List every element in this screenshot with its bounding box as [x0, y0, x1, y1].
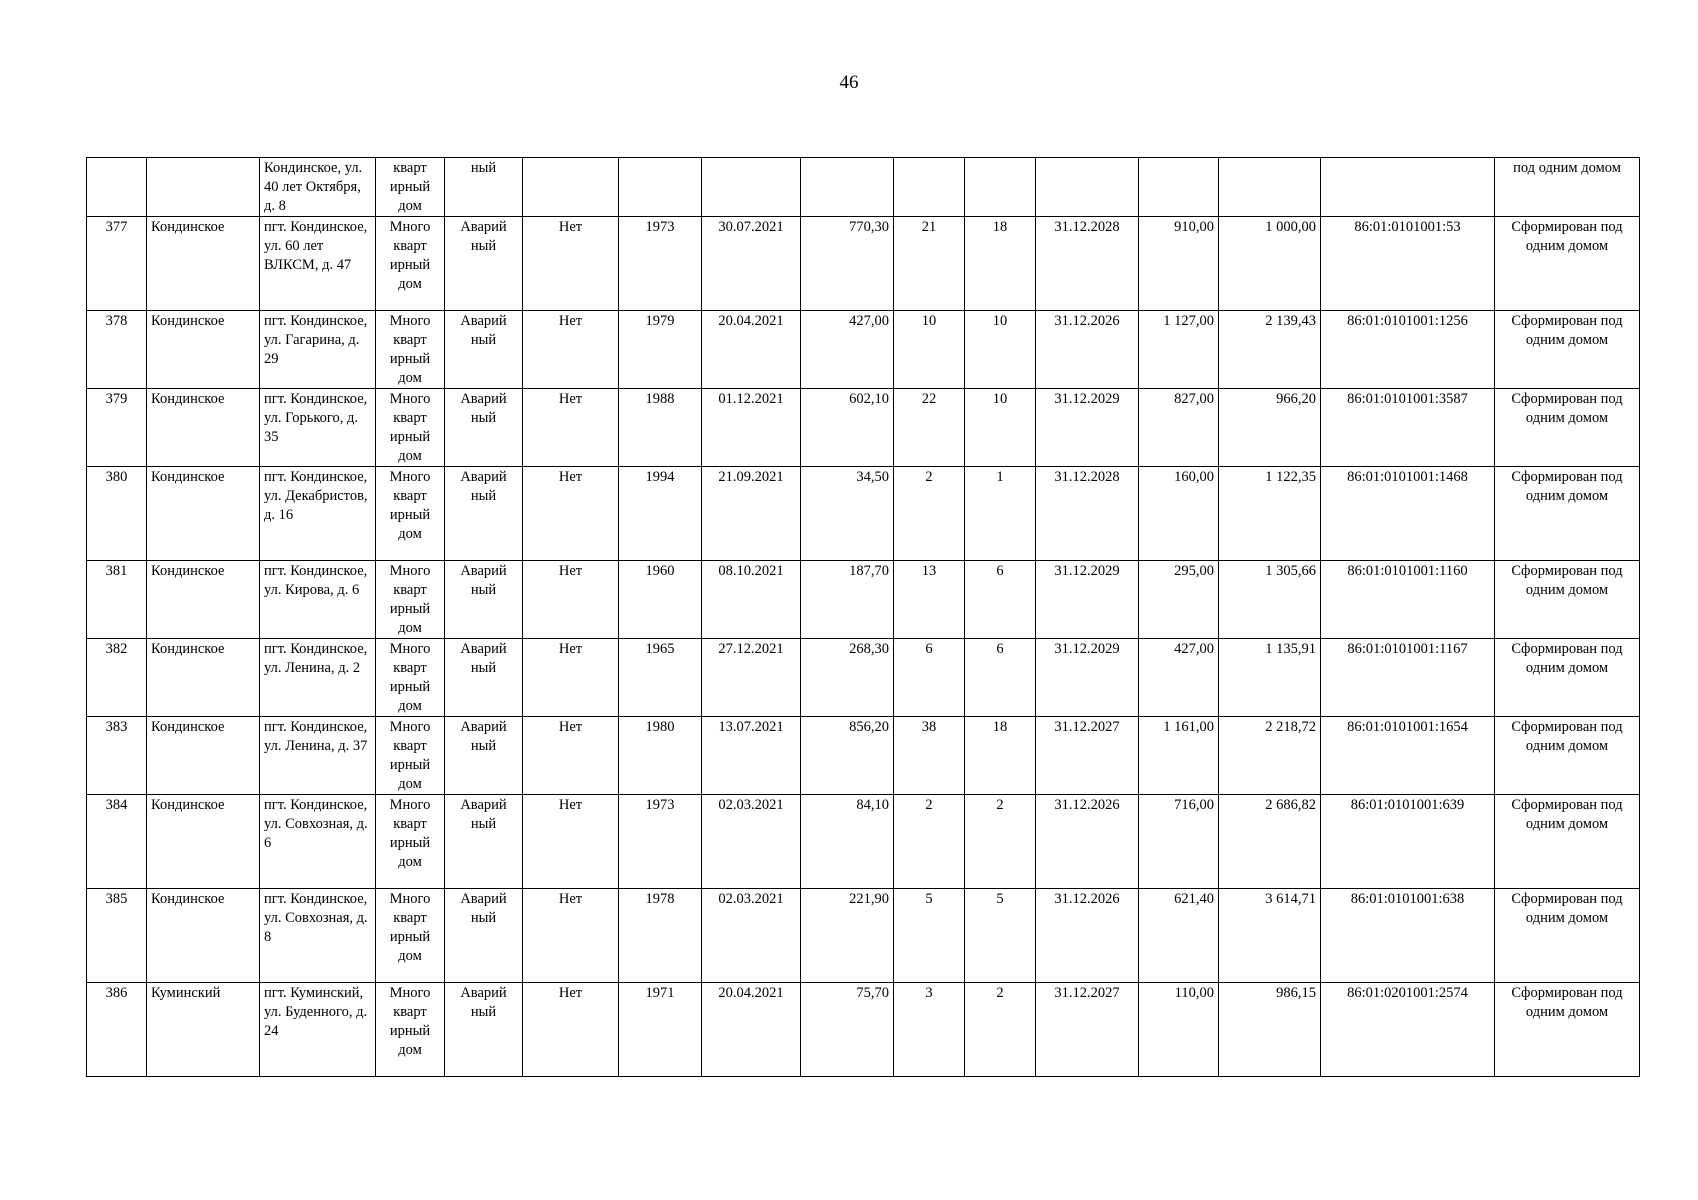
- table-row: [87, 561, 1640, 639]
- cell-apts: 6: [965, 561, 1036, 639]
- cell-flag: Нет: [523, 217, 619, 311]
- cell-apts: 10: [965, 311, 1036, 389]
- cell-cost1: [1139, 158, 1219, 217]
- cell-cadastral: 86:01:0201001:2574: [1321, 983, 1495, 1077]
- cell-land-status: Сформирован под одним домом: [1495, 717, 1640, 795]
- cell-type: Много кварт ирный дом: [376, 717, 445, 795]
- cell-total: [801, 158, 894, 217]
- cell-cost1: 295,00: [1139, 561, 1219, 639]
- cell-cadastral: [1321, 158, 1495, 217]
- cell-deadline: 31.12.2029: [1036, 639, 1139, 717]
- cell-cost1: 910,00: [1139, 217, 1219, 311]
- cell-num: 378: [87, 311, 147, 389]
- cell-mo: Кондинское: [147, 389, 260, 467]
- cell-apts: 6: [965, 639, 1036, 717]
- cell-cost2: 2 218,72: [1219, 717, 1321, 795]
- cell-num: 385: [87, 889, 147, 983]
- page-number: 46: [839, 72, 859, 93]
- cell-land-status: Сформирован под одним домом: [1495, 217, 1640, 311]
- cell-mo: Кондинское: [147, 639, 260, 717]
- cell-num: 381: [87, 561, 147, 639]
- cell-cadastral: 86:01:0101001:53: [1321, 217, 1495, 311]
- cell-people: 2: [894, 467, 965, 561]
- cell-cadastral: 86:01:0101001:1167: [1321, 639, 1495, 717]
- cell-deadline: [1036, 158, 1139, 217]
- table-row: [87, 717, 1640, 795]
- cell-deadline: 31.12.2029: [1036, 561, 1139, 639]
- table-row: [87, 795, 1640, 889]
- cell-apts: 5: [965, 889, 1036, 983]
- cell-cadastral: 86:01:0101001:638: [1321, 889, 1495, 983]
- cell-address: пгт. Кондинское, ул. Горького, д. 35: [260, 389, 376, 467]
- cell-cost1: 160,00: [1139, 467, 1219, 561]
- cell-total: 268,30: [801, 639, 894, 717]
- cell-state: Аварий ный: [445, 217, 523, 311]
- cell-type: Много кварт ирный дом: [376, 889, 445, 983]
- cell-flag: [523, 158, 619, 217]
- cell-mo: Куминский: [147, 983, 260, 1077]
- cell-year: 1973: [619, 795, 702, 889]
- cell-year: 1960: [619, 561, 702, 639]
- table-row: [87, 639, 1640, 717]
- cell-cost2: 1 122,35: [1219, 467, 1321, 561]
- cell-people: 3: [894, 983, 965, 1077]
- cell-state: Аварий ный: [445, 467, 523, 561]
- cell-year: 1980: [619, 717, 702, 795]
- cell-address: пгт. Кондинское, ул. Декабристов, д. 16: [260, 467, 376, 561]
- cell-cost1: 110,00: [1139, 983, 1219, 1077]
- cell-cost2: 2 139,43: [1219, 311, 1321, 389]
- cell-mo: Кондинское: [147, 217, 260, 311]
- cell-type: Много кварт ирный дом: [376, 217, 445, 311]
- cell-deadline: 31.12.2026: [1036, 795, 1139, 889]
- cell-flag: Нет: [523, 467, 619, 561]
- cell-cadastral: 86:01:0101001:1256: [1321, 311, 1495, 389]
- cell-num: [87, 158, 147, 217]
- cell-deadline: 31.12.2029: [1036, 389, 1139, 467]
- cell-mo: Кондинское: [147, 717, 260, 795]
- cell-year: [619, 158, 702, 217]
- cell-cadastral: 86:01:0101001:1468: [1321, 467, 1495, 561]
- table-row: [87, 983, 1640, 1077]
- cell-mo: Кондинское: [147, 311, 260, 389]
- cell-num: 382: [87, 639, 147, 717]
- cell-deadline: 31.12.2028: [1036, 467, 1139, 561]
- table-row: [87, 217, 1640, 311]
- cell-cadastral: 86:01:0101001:639: [1321, 795, 1495, 889]
- cell-total: 602,10: [801, 389, 894, 467]
- cell-date: 02.03.2021: [702, 889, 801, 983]
- cell-land-status: Сформирован под одним домом: [1495, 795, 1640, 889]
- cell-type: Много кварт ирный дом: [376, 639, 445, 717]
- cell-deadline: 31.12.2027: [1036, 717, 1139, 795]
- cell-year: 1965: [619, 639, 702, 717]
- cell-year: 1973: [619, 217, 702, 311]
- cell-total: 187,70: [801, 561, 894, 639]
- cell-mo: Кондинское: [147, 467, 260, 561]
- cell-people: 21: [894, 217, 965, 311]
- cell-address: Кондинское, ул. 40 лет Октября, д. 8: [260, 158, 376, 217]
- cell-state: Аварий ный: [445, 639, 523, 717]
- cell-cadastral: 86:01:0101001:1654: [1321, 717, 1495, 795]
- cell-land-status: Сформирован под одним домом: [1495, 639, 1640, 717]
- cell-cost1: 1 161,00: [1139, 717, 1219, 795]
- cell-type: Много кварт ирный дом: [376, 389, 445, 467]
- table-row: [87, 467, 1640, 561]
- cell-address: пгт. Кондинское, ул. Совхозная, д. 8: [260, 889, 376, 983]
- cell-address: пгт. Кондинское, ул. 60 лет ВЛКСМ, д. 47: [260, 217, 376, 311]
- cell-flag: Нет: [523, 389, 619, 467]
- cell-type: Много кварт ирный дом: [376, 795, 445, 889]
- cell-cost2: 986,15: [1219, 983, 1321, 1077]
- cell-date: 08.10.2021: [702, 561, 801, 639]
- cell-cost2: 1 305,66: [1219, 561, 1321, 639]
- cell-state: ный: [445, 158, 523, 217]
- cell-state: Аварий ный: [445, 311, 523, 389]
- cell-apts: [965, 158, 1036, 217]
- cell-flag: Нет: [523, 311, 619, 389]
- cell-type: Много кварт ирный дом: [376, 561, 445, 639]
- cell-cost2: 966,20: [1219, 389, 1321, 467]
- cell-deadline: 31.12.2028: [1036, 217, 1139, 311]
- cell-num: 377: [87, 217, 147, 311]
- cell-cost2: 2 686,82: [1219, 795, 1321, 889]
- cell-flag: Нет: [523, 639, 619, 717]
- cell-people: 5: [894, 889, 965, 983]
- cell-mo: Кондинское: [147, 889, 260, 983]
- cell-state: Аварий ный: [445, 389, 523, 467]
- cell-date: [702, 158, 801, 217]
- cell-flag: Нет: [523, 889, 619, 983]
- cell-cost1: 716,00: [1139, 795, 1219, 889]
- cell-people: 6: [894, 639, 965, 717]
- cell-land-status: Сформирован под одним домом: [1495, 467, 1640, 561]
- cell-people: 2: [894, 795, 965, 889]
- cell-land-status: Сформирован под одним домом: [1495, 389, 1640, 467]
- cell-total: 221,90: [801, 889, 894, 983]
- cell-cadastral: 86:01:0101001:3587: [1321, 389, 1495, 467]
- cell-flag: Нет: [523, 795, 619, 889]
- cell-cost2: 3 614,71: [1219, 889, 1321, 983]
- cell-num: 380: [87, 467, 147, 561]
- cell-land-status: Сформирован под одним домом: [1495, 889, 1640, 983]
- cell-apts: 1: [965, 467, 1036, 561]
- table-row: [87, 389, 1640, 467]
- cell-mo: Кондинское: [147, 561, 260, 639]
- cell-date: 27.12.2021: [702, 639, 801, 717]
- cell-date: 20.04.2021: [702, 311, 801, 389]
- cell-mo: [147, 158, 260, 217]
- cell-date: 20.04.2021: [702, 983, 801, 1077]
- cell-land-status: Сформирован под одним домом: [1495, 561, 1640, 639]
- cell-address: пгт. Кондинское, ул. Ленина, д. 37: [260, 717, 376, 795]
- cell-date: 21.09.2021: [702, 467, 801, 561]
- cell-state: Аварий ный: [445, 561, 523, 639]
- cell-date: 02.03.2021: [702, 795, 801, 889]
- cell-cadastral: 86:01:0101001:1160: [1321, 561, 1495, 639]
- cell-year: 1978: [619, 889, 702, 983]
- cell-cost2: [1219, 158, 1321, 217]
- cell-num: 386: [87, 983, 147, 1077]
- cell-people: 22: [894, 389, 965, 467]
- cell-address: пгт. Кондинское, ул. Гагарина, д. 29: [260, 311, 376, 389]
- table-row: [87, 311, 1640, 389]
- cell-mo: Кондинское: [147, 795, 260, 889]
- cell-deadline: 31.12.2027: [1036, 983, 1139, 1077]
- cell-type: кварт ирный дом: [376, 158, 445, 217]
- cell-deadline: 31.12.2026: [1036, 889, 1139, 983]
- cell-cost1: 621,40: [1139, 889, 1219, 983]
- cell-apts: 18: [965, 217, 1036, 311]
- cell-total: 856,20: [801, 717, 894, 795]
- housing-registry-table: [86, 157, 1640, 1077]
- cell-type: Много кварт ирный дом: [376, 467, 445, 561]
- cell-num: 383: [87, 717, 147, 795]
- cell-cost2: 1 000,00: [1219, 217, 1321, 311]
- cell-land-status: Сформирован под одним домом: [1495, 311, 1640, 389]
- cell-state: Аварий ный: [445, 889, 523, 983]
- cell-type: Много кварт ирный дом: [376, 983, 445, 1077]
- cell-deadline: 31.12.2026: [1036, 311, 1139, 389]
- cell-total: 84,10: [801, 795, 894, 889]
- cell-cost1: 427,00: [1139, 639, 1219, 717]
- cell-address: пгт. Кондинское, ул. Кирова, д. 6: [260, 561, 376, 639]
- cell-year: 1994: [619, 467, 702, 561]
- cell-flag: Нет: [523, 561, 619, 639]
- table-body: [87, 158, 1640, 1077]
- cell-state: Аварий ный: [445, 983, 523, 1077]
- cell-land-status: под одним домом: [1495, 158, 1640, 217]
- cell-state: Аварий ный: [445, 717, 523, 795]
- cell-apts: 2: [965, 983, 1036, 1077]
- cell-people: 10: [894, 311, 965, 389]
- cell-cost2: 1 135,91: [1219, 639, 1321, 717]
- cell-date: 30.07.2021: [702, 217, 801, 311]
- cell-land-status: Сформирован под одним домом: [1495, 983, 1640, 1077]
- cell-flag: Нет: [523, 983, 619, 1077]
- cell-year: 1971: [619, 983, 702, 1077]
- cell-state: Аварий ный: [445, 795, 523, 889]
- cell-address: пгт. Кондинское, ул. Ленина, д. 2: [260, 639, 376, 717]
- cell-total: 34,50: [801, 467, 894, 561]
- cell-date: 13.07.2021: [702, 717, 801, 795]
- cell-people: [894, 158, 965, 217]
- cell-cost1: 827,00: [1139, 389, 1219, 467]
- table-row: [87, 889, 1640, 983]
- table-row-continuation: [87, 158, 1640, 217]
- cell-year: 1979: [619, 311, 702, 389]
- cell-flag: Нет: [523, 717, 619, 795]
- cell-people: 13: [894, 561, 965, 639]
- cell-year: 1988: [619, 389, 702, 467]
- cell-cost1: 1 127,00: [1139, 311, 1219, 389]
- cell-num: 379: [87, 389, 147, 467]
- cell-apts: 10: [965, 389, 1036, 467]
- cell-address: пгт. Куминский, ул. Буденного, д. 24: [260, 983, 376, 1077]
- cell-address: пгт. Кондинское, ул. Совхозная, д. 6: [260, 795, 376, 889]
- cell-total: 75,70: [801, 983, 894, 1077]
- cell-type: Много кварт ирный дом: [376, 311, 445, 389]
- cell-date: 01.12.2021: [702, 389, 801, 467]
- cell-apts: 2: [965, 795, 1036, 889]
- cell-num: 384: [87, 795, 147, 889]
- cell-apts: 18: [965, 717, 1036, 795]
- cell-total: 427,00: [801, 311, 894, 389]
- cell-total: 770,30: [801, 217, 894, 311]
- cell-people: 38: [894, 717, 965, 795]
